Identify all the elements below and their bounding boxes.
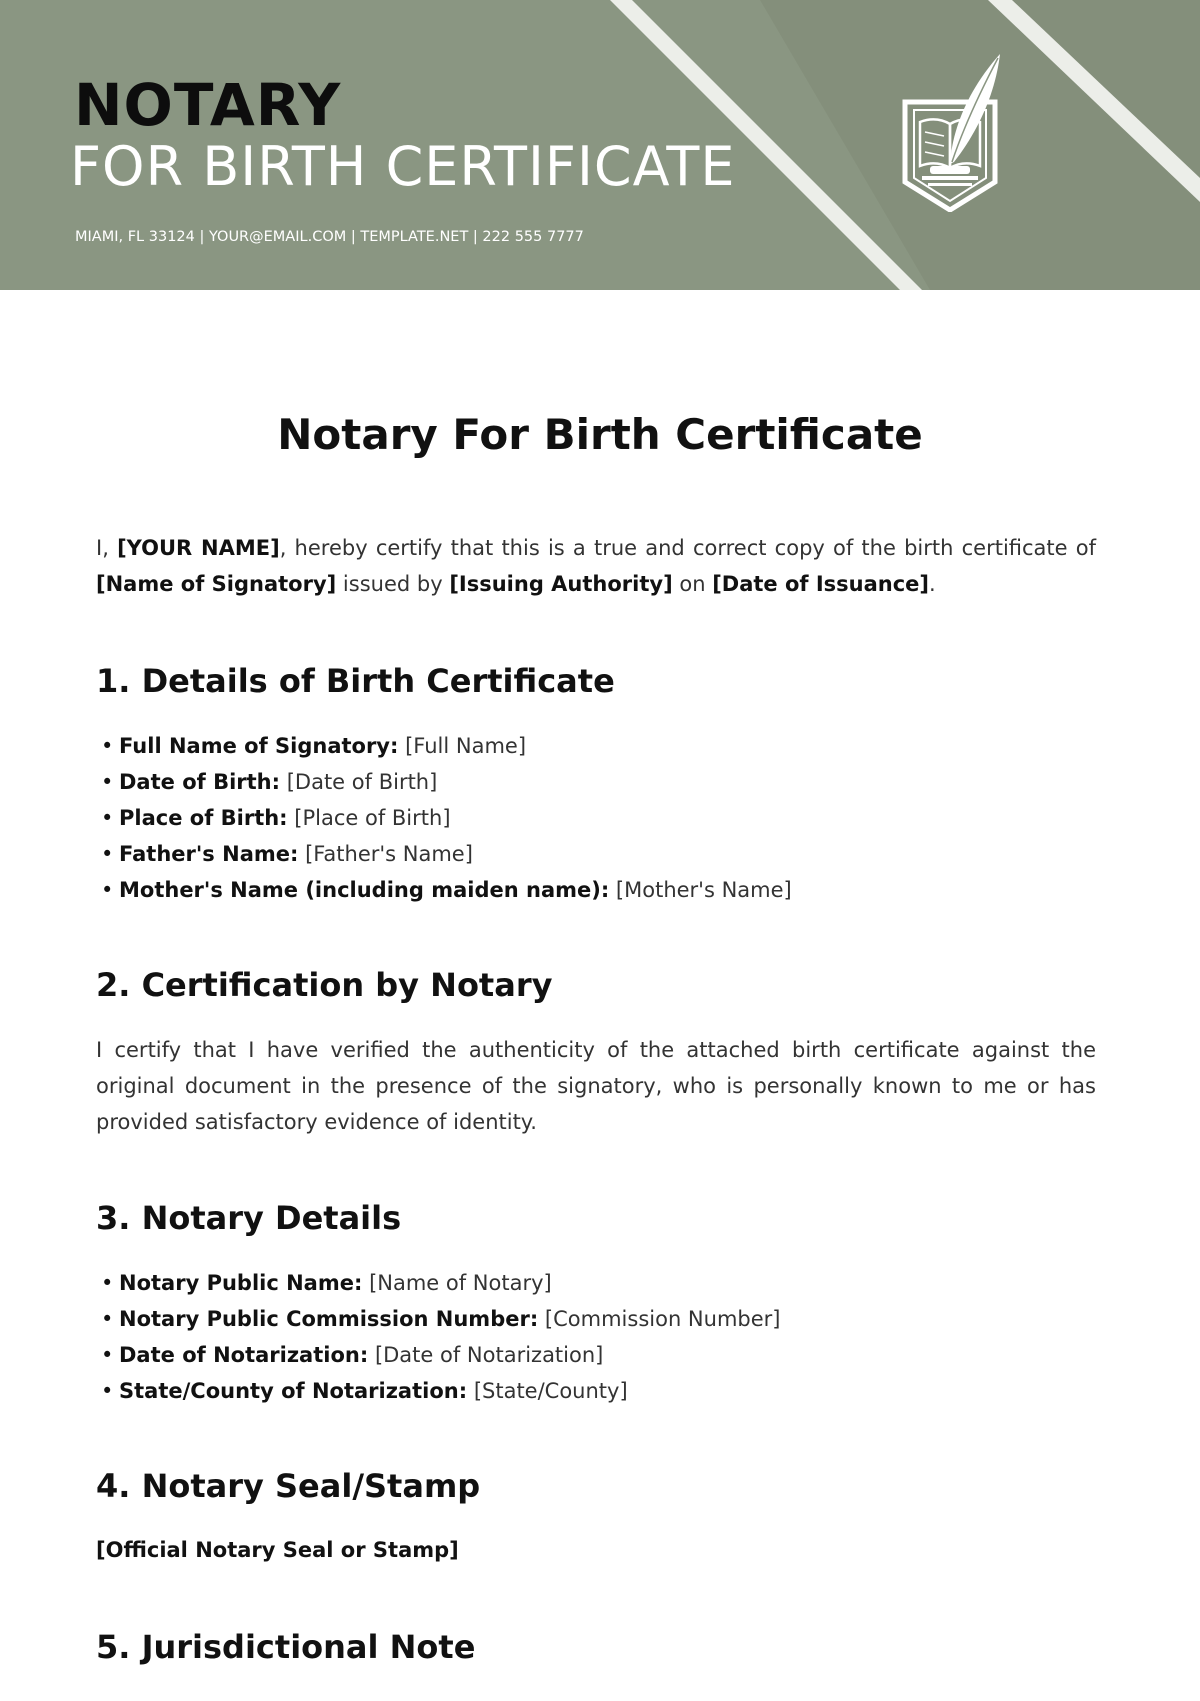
contact-line: MIAMI, FL 33124 | YOUR@EMAIL.COM | TEMPLATE.NET | 222 555 7777 <box>75 229 584 245</box>
notary-details-list <box>96 1265 1096 1409</box>
your-name-placeholder: [YOUR NAME] <box>117 536 280 560</box>
brand-title-notary: NOTARY <box>74 71 342 139</box>
list-item: • Full Name of Signatory: [Full Name] <box>96 728 1096 764</box>
list-item: • Father's Name: [Father's Name] <box>96 836 1096 872</box>
birth-details-list <box>96 728 1096 908</box>
section-heading-details: 1. Details of Birth Certificate <box>96 662 615 700</box>
list-item: • Date of Birth: [Date of Birth] <box>96 764 1096 800</box>
signatory-placeholder: [Name of Signatory] <box>96 572 337 596</box>
section-heading-jurisdiction: 5. Jurisdictional Note <box>96 1628 476 1666</box>
certification-paragraph: I certify that I have verified the authenticity of the attached birth certificate against the original document in the presence of the signatory, who is personally known to me or has provided satisfactory evidence of identity. <box>96 1038 1096 1134</box>
list-item: • Mother's Name (including maiden name): [Mother's Name] <box>96 872 1096 908</box>
list-item: • Notary Public Name: [Name of Notary] <box>96 1265 1096 1301</box>
quill-book-shield-icon <box>900 52 1010 212</box>
section-heading-certification: 2. Certification by Notary <box>96 966 553 1004</box>
list-item: • Date of Notarization: [Date of Notarization] <box>96 1337 1096 1373</box>
brand-subtitle: FOR BIRTH CERTIFICATE <box>70 135 736 198</box>
seal-placeholder: [Official Notary Seal or Stamp] <box>96 1538 459 1562</box>
document-title: Notary For Birth Certificate <box>277 410 923 459</box>
date-of-issuance-placeholder: [Date of Issuance] <box>712 572 930 596</box>
issuing-authority-placeholder: [Issuing Authority] <box>449 572 673 596</box>
header-band <box>0 0 1200 290</box>
list-item: • Notary Public Commission Number: [Commission Number] <box>96 1301 1096 1337</box>
section-heading-notary-details: 3. Notary Details <box>96 1199 402 1237</box>
section-heading-seal: 4. Notary Seal/Stamp <box>96 1467 481 1505</box>
intro-paragraph: I, [YOUR NAME], hereby certify that this is a true and correct copy of the birth certificate of [Name of Signatory] issued by [Issuing Authority] on [Date of Issuance]. <box>96 536 1097 596</box>
list-item: • State/County of Notarization: [State/County] <box>96 1373 1096 1409</box>
list-item: • Place of Birth: [Place of Birth] <box>96 800 1096 836</box>
